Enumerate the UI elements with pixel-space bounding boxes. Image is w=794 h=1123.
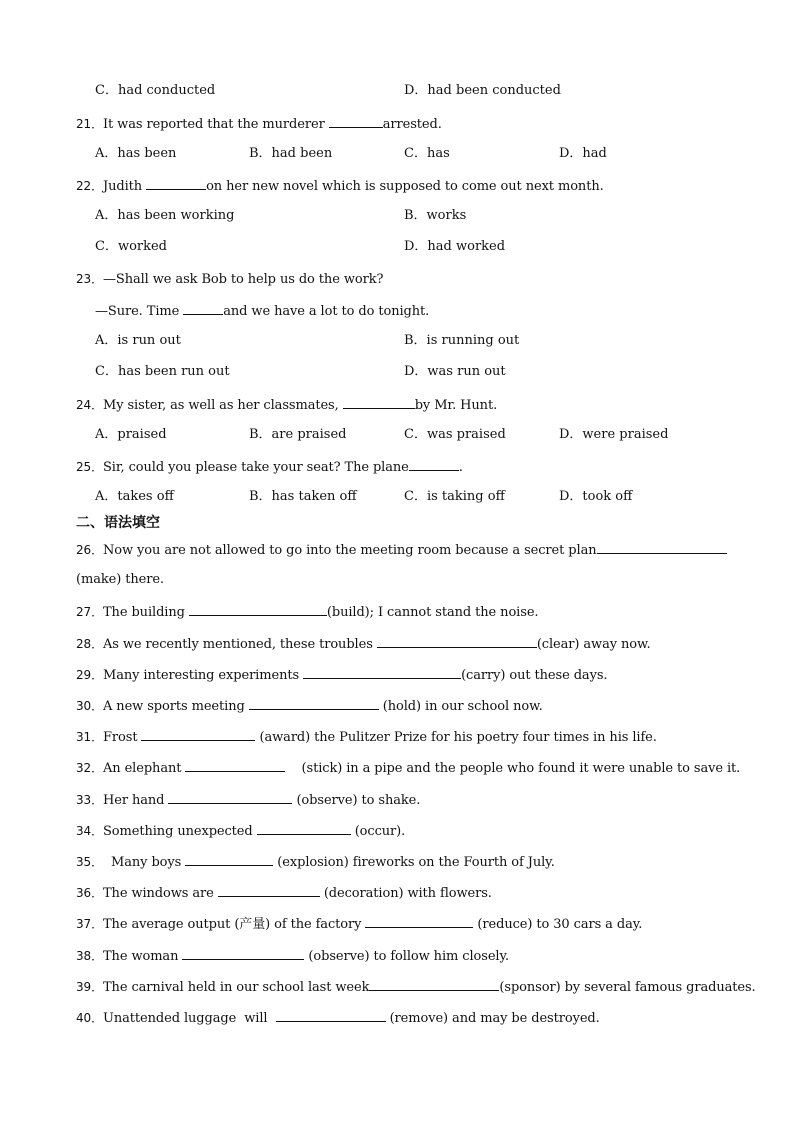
question-29 [76, 666, 607, 684]
question-37 [76, 915, 642, 933]
question-26 [76, 541, 727, 559]
question-text: (sponsor) by several famous graduates. [499, 980, 756, 995]
q24-option-c: C．was praised [404, 427, 506, 442]
question-number: 25． [76, 460, 103, 474]
question-number: 30． [76, 699, 103, 713]
answer-blank[interactable] [168, 791, 292, 804]
question-number: 38． [76, 949, 103, 963]
q23-option-b: B．is running out [404, 333, 520, 348]
question-text: (clear) away now. [536, 637, 651, 652]
question-text: (observe) to shake. [292, 793, 421, 808]
q23-option-d: D．was run out [404, 364, 506, 379]
question-number: 31． [76, 730, 103, 744]
answer-blank[interactable] [365, 915, 473, 928]
question-number: 37． [76, 917, 103, 931]
question-number: 33． [76, 793, 103, 807]
answer-blank[interactable] [182, 947, 304, 960]
question-text: Now you are not allowed to go into the meeting room because a secret plan [102, 543, 597, 558]
answer-blank[interactable] [218, 884, 320, 897]
question-22 [76, 177, 604, 195]
answer-blank[interactable] [141, 728, 255, 741]
answer-blank[interactable] [343, 396, 415, 409]
question-number: 40． [76, 1011, 103, 1025]
question-text: The windows are [102, 886, 218, 901]
question-text: . [458, 460, 463, 475]
question-text: arrested. [382, 117, 442, 132]
question-text: Sir, could you please take your seat? The plane [102, 460, 409, 475]
question-text: The woman [102, 949, 183, 964]
question-21 [76, 115, 442, 133]
question-text: The building [102, 605, 189, 620]
q22-option-d: D．had worked [404, 239, 506, 254]
question-38 [76, 947, 509, 965]
question-number: 27． [76, 605, 103, 619]
answer-blank[interactable] [377, 635, 537, 648]
question-text: (build); I cannot stand the noise. [326, 605, 539, 620]
question-text: Many boys [102, 855, 186, 870]
question-text: (observe) to follow him closely. [304, 949, 510, 964]
answer-blank[interactable] [257, 822, 351, 835]
question-text: (award) the Pulitzer Prize for his poetry four times in his life. [255, 730, 657, 745]
question-text: by Mr. Hunt. [414, 398, 498, 413]
question-number: 29． [76, 668, 103, 682]
answer-blank[interactable] [146, 177, 206, 190]
question-text: (reduce) to 30 cars a day. [473, 917, 643, 932]
q22-option-a: A．has been working [95, 208, 235, 223]
question-number: 32． [76, 761, 103, 775]
question-text: (decoration) with flowers. [319, 886, 492, 901]
answer-blank[interactable] [369, 978, 499, 991]
question-26-cont: (make) there. [76, 572, 164, 587]
q24-option-b: B．are praised [249, 427, 347, 442]
question-text: Judith [102, 179, 147, 194]
question-number: 36． [76, 886, 103, 900]
question-number: 34． [76, 824, 103, 838]
question-text: Frost [102, 730, 142, 745]
answer-blank[interactable] [183, 302, 223, 315]
answer-blank[interactable] [185, 853, 273, 866]
question-27 [76, 603, 538, 621]
q24-option-d: D．were praised [559, 427, 669, 442]
question-36 [76, 884, 492, 902]
question-text: The average output (产量) of the factory [102, 917, 366, 932]
question-number: 28． [76, 637, 103, 651]
question-31 [76, 728, 657, 746]
answer-blank[interactable] [189, 603, 327, 616]
question-text: Her hand [102, 793, 169, 808]
question-text: Something unexpected [102, 824, 257, 839]
question-text: (carry) out these days. [461, 668, 608, 683]
answer-blank[interactable] [597, 541, 727, 554]
question-40 [76, 1009, 600, 1027]
question-number: 35． [76, 855, 103, 869]
q25-option-a: A．takes off [95, 489, 174, 504]
q22-option-b: B．works [404, 208, 467, 223]
question-text: on her new novel which is supposed to come out next month. [206, 179, 604, 194]
answer-blank[interactable] [276, 1009, 386, 1022]
question-39 [76, 978, 756, 996]
question-28 [76, 635, 651, 653]
question-24 [76, 396, 497, 414]
question-23 [76, 271, 383, 288]
q21-option-b: B．had been [249, 146, 333, 161]
question-text: The carnival held in our school last week [102, 980, 370, 995]
q21-option-c: C．has [404, 146, 450, 161]
question-35 [76, 853, 555, 871]
question-text: —Shall we ask Bob to help us do the work? [102, 272, 384, 287]
question-33 [76, 791, 420, 809]
q21-option-a: A．has been [95, 146, 177, 161]
q25-option-b: B．has taken off [249, 489, 357, 504]
answer-blank[interactable] [185, 759, 285, 772]
q20-option-d: D．had been conducted [404, 83, 561, 98]
q22-option-c: C．worked [95, 239, 168, 254]
q24-option-a: A．praised [95, 427, 167, 442]
question-text: A new sports meeting [102, 699, 249, 714]
question-text: My sister, as well as her classmates, [102, 398, 343, 413]
q23-option-c: C．has been run out [95, 364, 230, 379]
question-number: 23． [76, 272, 103, 286]
question-text: (stick) in a pipe and the people who found it were unable to save it. [285, 761, 741, 776]
question-25 [76, 458, 463, 476]
q25-option-c: C．is taking off [404, 489, 505, 504]
question-text: (hold) in our school now. [378, 699, 543, 714]
question-text: Many interesting experiments [102, 668, 304, 683]
answer-blank[interactable] [329, 115, 383, 128]
q23-option-a: A．is run out [95, 333, 181, 348]
q20-option-c: C．had conducted [95, 83, 216, 98]
section-heading: 二、语法填空 [76, 515, 160, 531]
question-text: (explosion) fireworks on the Fourth of July. [273, 855, 555, 870]
answer-blank[interactable] [409, 458, 459, 471]
question-text: An elephant [102, 761, 186, 776]
question-text: —Sure. Time [95, 304, 184, 319]
question-number: 22． [76, 179, 103, 193]
question-number: 39． [76, 980, 103, 994]
answer-blank[interactable] [303, 666, 461, 679]
question-text: It was reported that the murderer [102, 117, 329, 132]
question-32 [76, 759, 740, 777]
question-34 [76, 822, 405, 840]
question-text: and we have a lot to do tonight. [223, 304, 430, 319]
answer-blank[interactable] [249, 697, 379, 710]
question-30 [76, 697, 543, 715]
question-text: (occur). [350, 824, 406, 839]
question-23-reply [95, 302, 429, 320]
q21-option-d: D．had [559, 146, 607, 161]
q25-option-d: D．took off [559, 489, 633, 504]
question-text: (remove) and may be destroyed. [385, 1011, 600, 1026]
question-text: As we recently mentioned, these troubles [102, 637, 377, 652]
question-number: 26． [76, 543, 103, 557]
question-text: Unattended luggage will [102, 1011, 276, 1026]
question-number: 21． [76, 117, 103, 131]
question-number: 24． [76, 398, 103, 412]
